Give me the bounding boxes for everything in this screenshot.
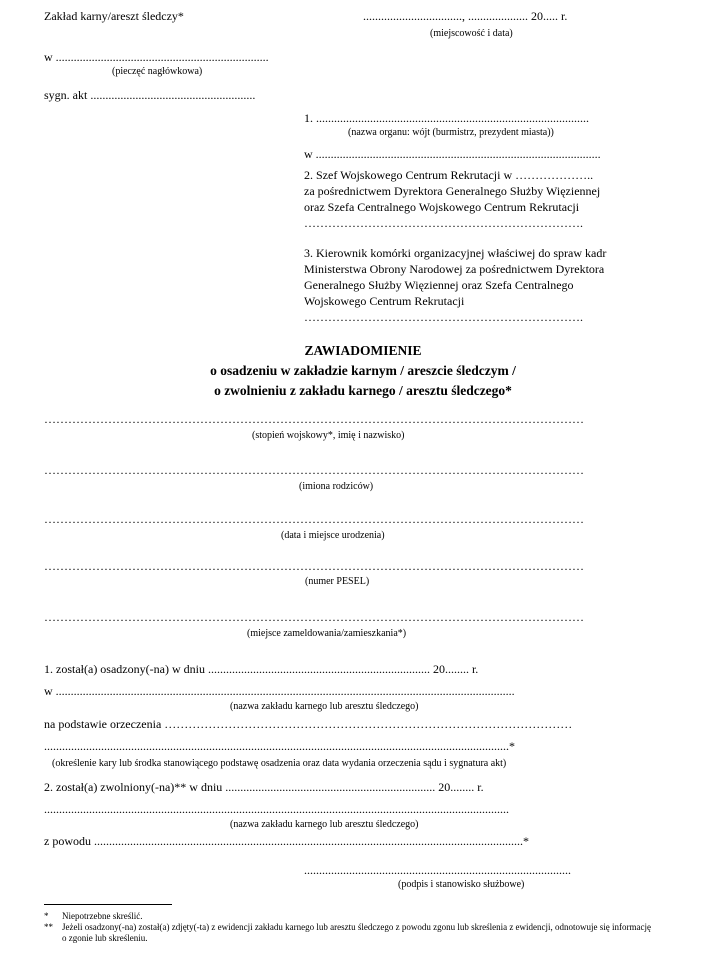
admission-date-field[interactable]: 1. został(a) osadzony(-na) w dniu .......................................................................... 20........ r.	[44, 662, 479, 676]
footnote-1-mark: *	[44, 911, 49, 921]
basis-caption: (określenie kary lub środka stanowiącego podstawę osadzenia oraz data wydania orzeczenia sądu i sygnatura akt)	[52, 758, 507, 769]
document-title: ZAWIADOMIENIE	[304, 343, 422, 358]
recipient-3-line-1: 3. Kierownik komórki organizacyjnej właściwej do spraw kadr	[304, 246, 607, 260]
footnote-1	[44, 911, 654, 922]
recipient-3-line-3: Generalnego Służby Więziennej oraz Szefa Centralnego	[304, 278, 574, 292]
place-date-field[interactable]: ................................., .................... 20..... r.	[363, 9, 568, 23]
parents-caption: (imiona rodziców)	[299, 481, 374, 492]
release-facility-field[interactable]: ...........................................................................................................................................................	[44, 802, 509, 816]
stamp-caption: (pieczęć nagłówkowa)	[112, 66, 203, 77]
basis-field[interactable]: na podstawie orzeczenia …………………………………………………………………………………………	[44, 717, 573, 731]
recipient-1-field[interactable]: 1. ...........................................................................................	[304, 111, 589, 125]
basis-dots-field[interactable]: ...........................................................................................................................................................*	[44, 739, 515, 753]
stamp-field[interactable]: w .......................................................................	[44, 50, 269, 64]
rank-name-caption: (stopień wojskowy*, imię i nazwisko)	[252, 430, 405, 441]
recipient-2-line-1: 2. Szef Wojskowego Centrum Rekrutacji w ………………..	[304, 168, 594, 182]
admission-facility-caption: (nazwa zakładu karnego lub aresztu śledczego)	[230, 701, 419, 712]
release-facility-caption: (nazwa zakładu karnego lub aresztu śledczego)	[230, 819, 419, 830]
footnote-2-mark: **	[44, 922, 53, 932]
reason-field[interactable]: z powodu ...............................................................................................................................................*	[44, 834, 529, 848]
birth-caption: (data i miejsce urodzenia)	[281, 530, 385, 541]
recipient-3-line-4: Wojskowego Centrum Rekrutacji	[304, 294, 465, 308]
recipient-1-caption: (nazwa organu: wójt (burmistrz, prezydent miasta))	[348, 127, 554, 138]
footnote-2-text: Jeżeli osadzony(-na) został(a) zdjęty(-ta) z ewidencji zakładu karnego lub aresztu śledczego z powodu zgonu lub skreślenia z ewidencji, odnotowuje się informację o zgonie lub skreśleniu.	[62, 922, 652, 943]
footnote-separator	[44, 904, 172, 905]
signature-caption: (podpis i stanowisko służbowe)	[398, 879, 525, 890]
pesel-field[interactable]: ………………………………………………………………………………………………………………………	[44, 559, 584, 573]
rank-name-field[interactable]: ………………………………………………………………………………………………………………………	[44, 412, 584, 426]
release-date-field[interactable]: 2. został(a) zwolniony(-na)** w dniu ...................................................................... 20........ r.	[44, 780, 484, 794]
document-subtitle-2: o zwolnieniu z zakładu karnego / aresztu śledczego*	[214, 383, 512, 398]
recipient-3-dots-field[interactable]: …………………………………………………………….	[304, 310, 583, 324]
footnote-2	[44, 922, 654, 944]
recipient-2-dots-field[interactable]: …………………………………………………………….	[304, 216, 583, 230]
recipient-2-line-2: za pośrednictwem Dyrektora Generalnego Służby Więziennej	[304, 184, 601, 198]
place-date-caption: (miejscowość i data)	[430, 28, 513, 39]
address-caption: (miejsce zameldowania/zamieszkania*)	[247, 628, 407, 639]
recipient-1-location-field[interactable]: w ...............................................................................................	[304, 147, 601, 161]
parents-field[interactable]: ………………………………………………………………………………………………………………………	[44, 463, 584, 477]
signature-field[interactable]: .........................................................................................	[304, 863, 571, 877]
admission-facility-field[interactable]: w .........................................................................................................................................................	[44, 684, 515, 698]
pesel-caption: (numer PESEL)	[305, 576, 370, 587]
footnotes	[44, 911, 654, 944]
footnote-1-text: Niepotrzebne skreślić.	[62, 911, 143, 921]
recipient-3-line-2: Ministerstwa Obrony Narodowej za pośrednictwem Dyrektora	[304, 262, 605, 276]
reference-field[interactable]: sygn. akt .......................................................	[44, 88, 256, 102]
document-subtitle-1: o osadzeniu w zakładzie karnym / areszcie śledczym /	[210, 363, 516, 378]
recipient-2-line-3: oraz Szefa Centralnego Wojskowego Centrum Rekrutacji	[304, 200, 580, 214]
address-field[interactable]: ………………………………………………………………………………………………………………………	[44, 610, 584, 624]
institution-label: Zakład karny/areszt śledczy*	[44, 9, 184, 23]
birth-field[interactable]: ………………………………………………………………………………………………………………………	[44, 512, 584, 526]
